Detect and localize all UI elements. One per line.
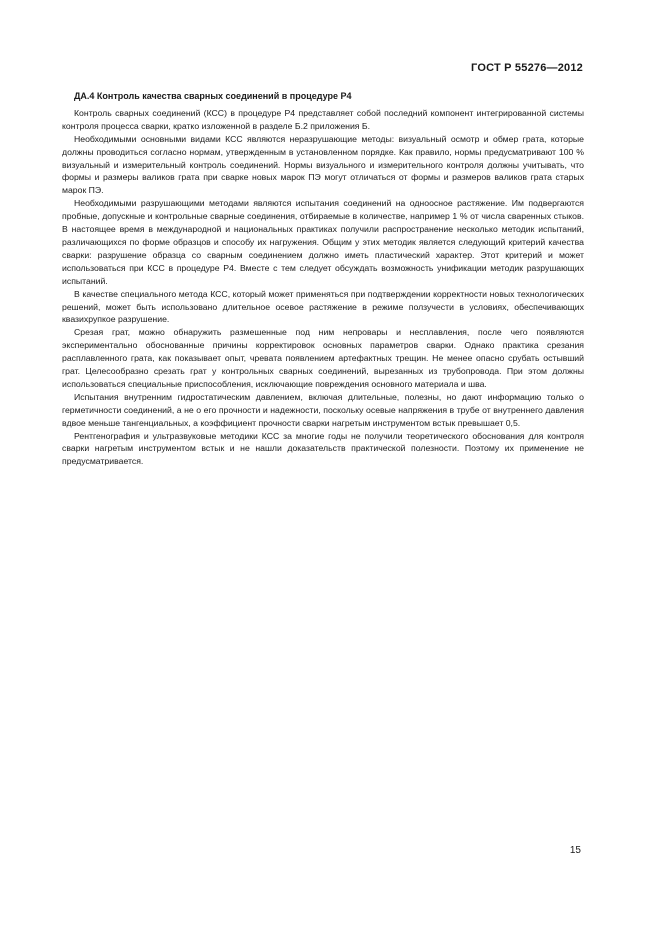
document-code: ГОСТ Р 55276—2012 (471, 62, 583, 74)
paragraph-hydrostatic: Испытания внутренним гидростатическим давлением, включая длительные, полезны, но дают информацию только о герметичности соединений, а не о его прочности и надежности, поскольку осевые напряжения в трубе от внутреннего давления вдвое меньше тангенциальных, а коэффициент прочности сварки нагретым инструментом встык превышает 0,5. (62, 391, 584, 428)
paragraph-nondestructive: Необходимыми основными видами КСС являются неразрушающие методы: визуальный осмотр и обмер грата, которые должны проводиться согласно нормам, утвержденным в установленном порядке. Как правило, нормы предусматривают 100 % визуальный и измерительный контроль соединений. Нормы визуального и измерительного контроля должны учитывать, что формы и размеры валиков грата при сварке новых марок ПЭ могут отличаться от формы и размеров валиков грата старых марок ПЭ. (62, 133, 584, 196)
paragraph-intro: Контроль сварных соединений (КСС) в процедуре Р4 представляет собой последний компонент интегрированной системы контроля процесса сварки, кратко изложенной в разделе Б.2 приложения Б. (62, 107, 584, 131)
paragraph-special-method: В качестве специального метода КСС, который может применяться при подтверждении корректности новых технологических решений, может быть использовано длительное осевое растяжение в режиме ползучести в условиях, обеспечивающих квазихрупкое разрушение. (62, 288, 584, 325)
page-content (62, 90, 584, 468)
paragraph-radiography: Рентгенография и ультразвуковые методики КСС за многие годы не получили теоретического обоснования для контроля сварки нагретым инструментом встык и не нашли доказательств практической полезности. Поэтому их применение не предусматривается. (62, 430, 584, 467)
section-title: ДА.4 Контроль качества сварных соединений в процедуре Р4 (74, 91, 352, 101)
page-number: 15 (569, 845, 581, 856)
paragraph-flash-removal: Срезая грат, можно обнаружить размешенные под ним непровары и несплавления, после чего появляются экспериментально обоснованные причины корректировок основных параметров сварки. Однако практика срезания расплавленного грата, как показывает опыт, чревата появлением артефактных трещин. Не менее опасно срубать остывший грат. Целесообразно срезать грат у контрольных сварных соединений, вырезанных из трубопровода. При этом должны использоваться специальные приспособления, исключающие повреждения основного материала и шва. (62, 327, 584, 389)
paragraph-destructive: Необходимыми разрушающими методами являются испытания соединений на одноосное растяжение. Им подвергаются пробные, допускные и контрольные сварные соединения, отбираемые в количестве, например 1 % от числа сваренных стыков. В настоящее время в международной и национальных практиках получили распространение несколько методик испытаний, различающихся по форме образцов и способу их нагружения. Общим у этих методик является следующий критерий качества сварки: разрушение образца со сварным соединением должно иметь пластический характер. Этот критерий и может использоваться при КСС в процедуре Р4. Вместе с тем следует обсуждать возможность унификации методик разрушающих испытаний. (62, 198, 584, 286)
